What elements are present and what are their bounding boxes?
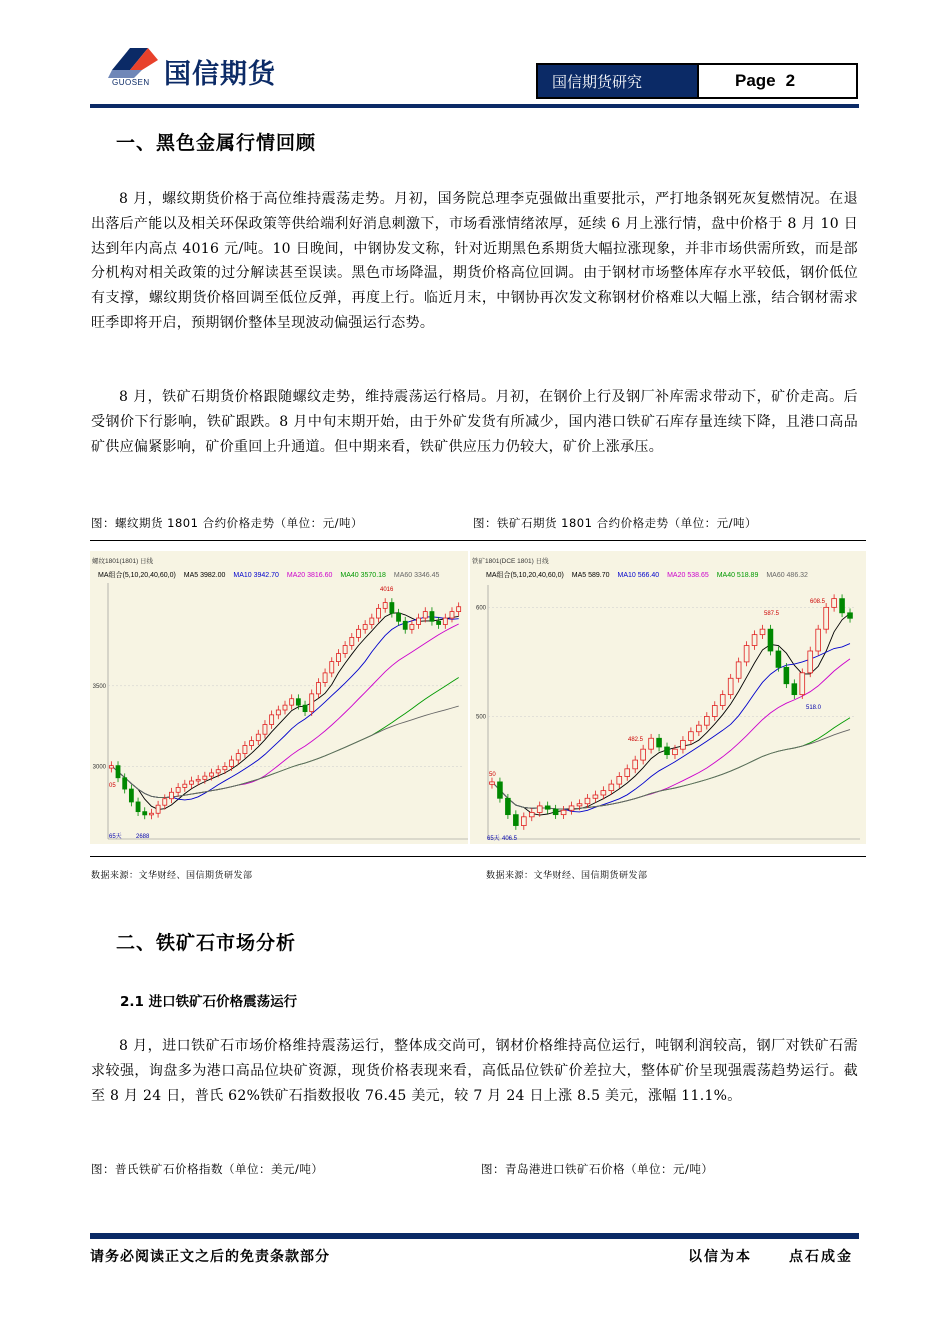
- candle: [356, 629, 360, 637]
- y-tick-label: 600: [475, 605, 486, 612]
- candle: [330, 662, 334, 673]
- candle: [513, 815, 518, 826]
- footer-disclaimer: 请务必阅读正文之后的免责条款部分: [90, 1249, 330, 1265]
- annotation-label: 406.5: [502, 836, 518, 842]
- candle: [336, 654, 340, 662]
- candle: [641, 749, 646, 760]
- candle: [625, 769, 630, 777]
- ma40-value: MA40 3570.18: [340, 572, 386, 579]
- y-tick-label: 3000: [92, 764, 106, 771]
- iron-ore-chart-svg: [470, 551, 866, 844]
- candle: [316, 683, 320, 694]
- candle: [443, 618, 447, 624]
- candle: [760, 629, 765, 634]
- candle: [377, 608, 381, 618]
- candle: [196, 779, 200, 781]
- candle: [203, 776, 207, 779]
- chart-title: 铁矿1801(DCE 1801) 日线: [472, 558, 549, 565]
- candle: [250, 741, 254, 746]
- annotation-label: 65天: [487, 836, 500, 842]
- candle: [633, 760, 638, 769]
- ma40-line: [492, 718, 850, 809]
- chart-caption-rebar: 图：螺纹期货 1801 合约价格走势（单位：元/吨）: [91, 516, 363, 530]
- candle: [490, 782, 495, 784]
- iron-ore-candlestick-chart: [470, 551, 866, 844]
- candle: [183, 784, 187, 787]
- candle: [116, 766, 120, 778]
- candle: [450, 612, 454, 618]
- candle: [752, 635, 757, 646]
- footer-slogan-2: 点石成金: [789, 1249, 853, 1265]
- candle: [689, 732, 694, 741]
- ma10-value: MA10 3942.70: [233, 572, 279, 579]
- candle: [149, 813, 153, 815]
- page-header-box: [536, 63, 858, 99]
- section-label: 国信期货研究: [538, 65, 697, 97]
- candle: [498, 782, 503, 798]
- candle: [720, 695, 725, 706]
- candle: [728, 678, 733, 694]
- section2-subtitle: 2.1 进口铁矿石价格震荡运行: [120, 994, 298, 1010]
- candle: [784, 667, 789, 683]
- y-tick-label: 3500: [92, 683, 106, 690]
- candle: [609, 784, 614, 791]
- candle: [143, 812, 147, 815]
- ma5-value: MA5 3982.00: [183, 572, 226, 579]
- chart-caption-iron-ore: 图：铁矿石期货 1801 合约价格走势（单位：元/吨）: [473, 516, 757, 530]
- candle: [808, 651, 813, 673]
- candle: [350, 637, 354, 645]
- candle: [263, 725, 267, 735]
- candle: [545, 806, 550, 809]
- candle: [824, 607, 829, 629]
- annotation-label: 4016: [380, 587, 394, 593]
- annotation-label: 608.5: [810, 599, 826, 605]
- footer-divider: [90, 1233, 859, 1239]
- candle: [665, 747, 670, 755]
- annotation-label: 518.0: [806, 705, 822, 711]
- candle: [673, 749, 678, 754]
- candle: [457, 607, 461, 612]
- candle: [553, 809, 558, 814]
- ma60-value: MA60 3346.45: [393, 572, 440, 579]
- candle: [230, 760, 234, 766]
- candle: [569, 806, 574, 810]
- candle: [792, 684, 797, 695]
- candle: [296, 699, 300, 705]
- source-note-iron-ore: 数据来源：文华财经、国信期货研发部: [486, 871, 648, 881]
- candle: [303, 705, 307, 711]
- candle: [276, 710, 280, 715]
- candle: [210, 773, 214, 776]
- ma-legend-label: MA组合(5,10,20,40,60,0): [98, 572, 176, 579]
- ma-legend-label: MA组合(5,10,20,40,60,0): [486, 572, 564, 579]
- candle: [696, 725, 701, 732]
- annotation-label: 587.5: [764, 611, 780, 617]
- candle: [236, 754, 240, 760]
- candle: [848, 613, 853, 618]
- candle: [816, 629, 821, 651]
- candle: [832, 599, 837, 608]
- candle: [561, 810, 566, 814]
- annotation-label: 05: [109, 783, 116, 789]
- header-divider: [90, 104, 859, 108]
- candle: [136, 802, 140, 812]
- logo-en-text: GUOSEN: [112, 78, 150, 87]
- candle: [163, 799, 167, 805]
- candle: [290, 699, 294, 705]
- candle: [189, 781, 193, 784]
- candle: [800, 673, 805, 695]
- page-indicator: [697, 65, 856, 97]
- candle: [704, 716, 709, 725]
- candle: [156, 805, 160, 813]
- candle: [410, 624, 414, 629]
- ma5-value: MA5 589.70: [571, 572, 610, 579]
- candle: [437, 621, 441, 624]
- ma40-value: MA40 518.89: [716, 572, 759, 579]
- candle: [585, 798, 590, 803]
- rebar-candlestick-chart: [90, 551, 468, 844]
- page-number: 2: [785, 71, 796, 90]
- ma20-value: MA20 3816.60: [286, 572, 333, 579]
- section2-title: 二、铁矿石市场分析: [116, 932, 297, 954]
- annotation-label: 50: [489, 772, 496, 778]
- candle: [776, 651, 781, 667]
- chart-caption-platts: 图：普氏铁矿石价格指数（单位：美元/吨）: [91, 1162, 324, 1176]
- source-note-rebar: 数据来源：文华财经、国信期货研发部: [91, 871, 253, 881]
- footer-slogan-1: 以信为本: [688, 1249, 752, 1265]
- candle: [216, 770, 220, 773]
- candle: [840, 599, 845, 613]
- ma60-value: MA60 486.32: [766, 572, 808, 579]
- candle: [521, 817, 526, 826]
- ma10-value: MA10 566.40: [617, 572, 660, 579]
- chart-bottom-rule: [90, 856, 866, 857]
- candle: [577, 804, 582, 806]
- y-tick-label: 500: [475, 714, 486, 721]
- section1-paragraph-iron-ore: 8 月，铁矿石期货价格跟随螺纹走势，维持震荡运行格局。月初，在钢价上行及钢厂补库需求带动下，矿价走高。后受钢价下行影响，铁矿跟跌。8 月中旬末期开始，由于外矿发货有所减少，国内港口铁矿石库存量连续下降，且港口高品矿供应偏紧影响，矿价重回上升通道。但中期来看，铁矿供应压力仍较大，矿价上涨承压。: [91, 389, 858, 455]
- candle: [403, 621, 407, 629]
- candle: [283, 705, 287, 710]
- candle: [617, 776, 622, 784]
- annotation-label: 2688: [136, 834, 150, 840]
- candle: [744, 646, 749, 662]
- candle: [529, 812, 534, 816]
- candle: [310, 694, 314, 712]
- candle: [129, 789, 133, 802]
- annotation-label: 65天: [109, 834, 122, 840]
- candle: [649, 738, 654, 749]
- chart-caption-qingdao: 图：青岛港进口铁矿石价格（单位：元/吨）: [481, 1162, 714, 1176]
- candle: [423, 612, 427, 618]
- candle: [243, 745, 247, 753]
- ma20-value: MA20 538.65: [667, 572, 709, 579]
- candle: [270, 715, 274, 725]
- annotation-label: 482.5: [628, 737, 644, 743]
- candle: [657, 738, 662, 747]
- candle: [506, 798, 511, 814]
- candle: [736, 662, 741, 678]
- candle: [430, 612, 434, 622]
- ma40-line: [111, 678, 458, 798]
- candle: [363, 624, 367, 629]
- candle: [397, 613, 401, 621]
- candle: [323, 673, 327, 683]
- candle: [768, 629, 773, 651]
- candle: [223, 766, 227, 769]
- page-label: Page: [735, 71, 776, 90]
- candle: [593, 795, 598, 798]
- logo-text: 国信期货: [164, 59, 276, 90]
- candle: [417, 618, 421, 624]
- candle: [681, 740, 686, 749]
- candle: [537, 806, 542, 813]
- candle: [383, 603, 387, 609]
- rebar-chart-svg: [90, 551, 468, 844]
- ma60-line: [111, 706, 458, 798]
- candle: [390, 603, 394, 614]
- candle: [256, 734, 260, 740]
- section1-paragraph-rebar: 8 月，螺纹期货价格于高位维持震荡走势。月初，国务院总理李克强做出重要批示，严打地条钢死灰复燃情况。在退出落后产能以及相关环保政策等供给端利好消息刺激下，市场看涨情绪浓厚，延续 6 月上涨行情，盘中价格于 8 月 10 日达到年内高点 4016 元/吨。10 日晚间，中钢协发文称，针对近期黑色系期货大幅拉涨现象，并非市场供需所致，而是部分机构对相关政策的过分解读甚至误读。黑色市场降温，期货价格高位回调。由于钢材市场整体库存水平较低，钢价低位有支撑，螺纹期货价格回调至低位反弹，再度上行。临近月末，中钢协再次发文称钢材价格难以大幅上涨，结合钢材需求旺季即将开启，预期钢价整体呈现波动偏强运行态势。: [91, 191, 858, 331]
- ma20-line: [492, 659, 850, 809]
- ma60-line: [492, 730, 850, 809]
- section1-title: 一、黑色金属行情回顾: [116, 132, 317, 154]
- candle: [176, 787, 180, 792]
- candle: [370, 618, 374, 624]
- candle: [109, 766, 113, 768]
- ma5-line: [492, 613, 850, 815]
- candle: [343, 645, 347, 653]
- section2-paragraph: 8 月，进口铁矿石市场价格维持震荡运行，整体成交尚可，钢材价格维持高位运行，吨钢利润较高，钢厂对铁矿石需求较强，询盘多为港口高品位块矿资源，现货价格表现来看，高低品位铁矿价差拉大，整体矿价呈现强震荡趋势运行。截至 8 月 24 日，普氏 62%铁矿石指数报收 76.45 美元，较 7 月 24 日上涨 8.5 美元，涨幅 11.1%。: [91, 1038, 858, 1104]
- candle: [123, 778, 127, 789]
- company-logo: [108, 46, 338, 92]
- candle: [712, 706, 717, 717]
- candle: [169, 792, 173, 798]
- chart-top-rule: [90, 540, 866, 541]
- chart-title: 螺纹1801(1801) 日线: [92, 558, 154, 565]
- candle: [601, 791, 606, 795]
